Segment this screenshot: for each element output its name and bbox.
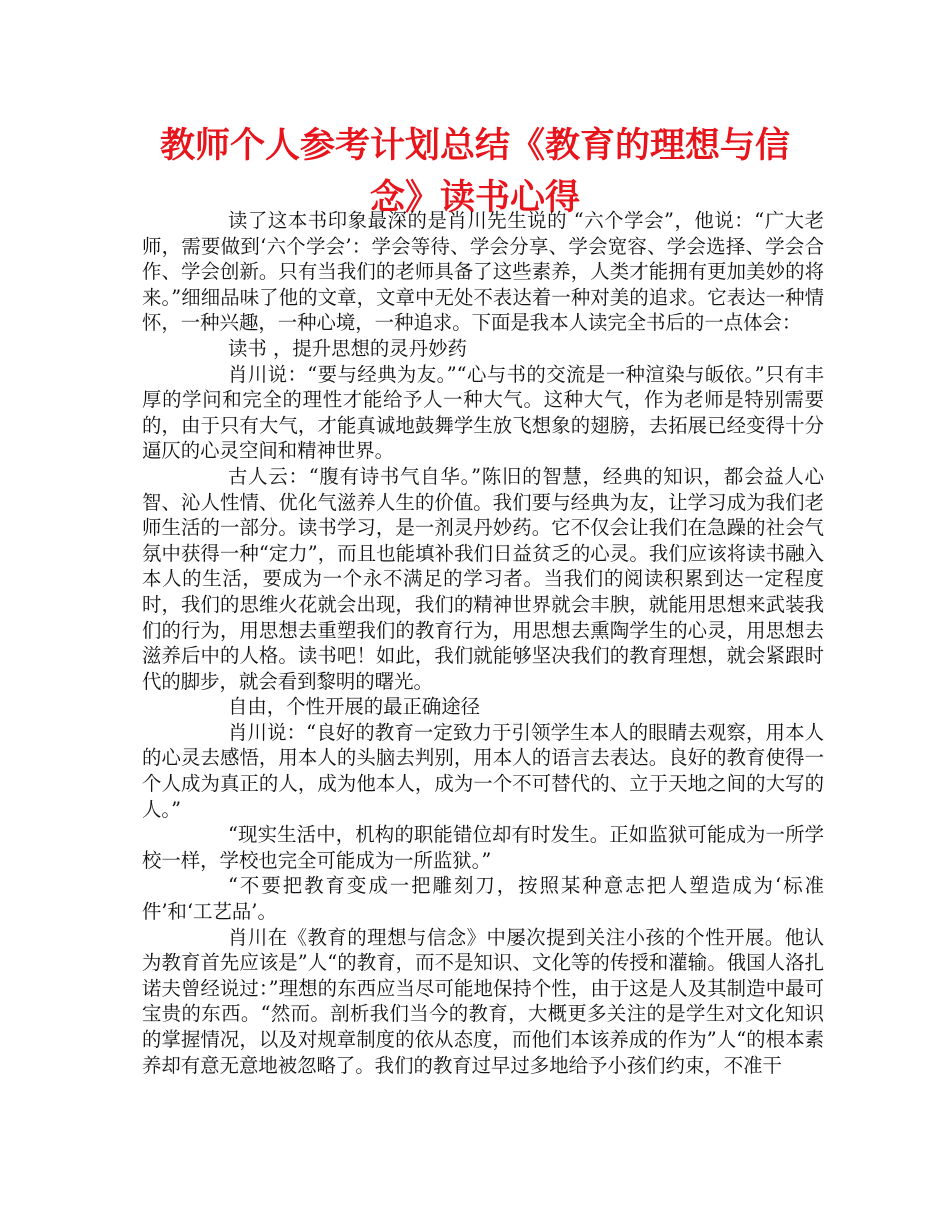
paragraph-good-education: 肖川说：“良好的教育一定致力于引领学生本人的眼睛去观察，用本人的心灵去感悟，用本人的头脑去判别，用本人的语言去表达。良好的教育使得一个人成为真正的人，成为他本人，成为一个不可替代的、立于天地之间的大写的人。” [142,720,824,821]
section-heading-reading: 读书 ，提升思想的灵丹妙药 [228,336,467,360]
section-heading-freedom: 自由，个性开展的最正确途径 [228,695,481,719]
paragraph-classics: 肖川说：“要与经典为友。”“心与书的交流是一种渲染与皈依。”只有丰厚的学问和完全的理性才能给予人一种大气。这种大气，作为老师是特别需要的，由于只有大气，才能真诚地鼓舞学生放飞想象的翅膀，去拓展已经变得十分逼仄的心灵空间和精神世界。 [142,362,824,463]
paragraph-reality: “现实生活中，机构的职能错位却有时发生。正如监狱可能成为一所学校一样，学校也完全可能成为一所监狱。” [142,823,824,872]
paragraph-intro: 读了这本书印象最深的是肖川先生说的 “六个学会”，他说：“广大老师，需要做到‘六个学会’：学会等待、学会分享、学会宽容、学会选择、学会合作、学会创新。只有当我们的老师具备了这些素养，人类才能拥有更加美妙的将来。”细细品味了他的文章，文章中无处不表达着一种对美的追求。它表达一种情怀，一种兴趣，一种心境，一种追求。下面是我本人读完全书后的一点体会： [142,209,824,335]
document-title: 教师个人参考计划总结《教育的理想与信念》读书心得 [159,126,790,218]
document-body [142,208,824,1078]
paragraph-individuality: 肖川在《教育的理想与信念》中屡次提到关注小孩的个性开展。他认为教育首先应该是”人“的教育，而不是知识、文化等的传授和灌输。俄国人洛扎诺夫曾经说过：”理想的东西应当尽可能地保持个性，由于这是人及其制造中最可宝贵的东西。“然而。剖析我们当今的教育，大概更多关注的是学生对文化知识的掌握情况，以及对规章制度的依从态度，而他们本该养成的作为”人“的根本素养却有意无意地被忽略了。我们的教育过早过多地给予小孩们约束，不准干 [142,925,824,1077]
paragraph-carving-knife: “不要把教育变成一把雕刻刀，按照某种意志把人塑造成为‘标准件’和‘工艺品’。 [142,874,824,924]
paragraph-ancient-saying: 古人云：“腹有诗书气自华。”陈旧的智慧，经典的知识，都会益人心智、沁人性情、优化气滋养人生的价值。我们要与经典为友，让学习成为我们老师生活的一部分。读书学习，是一剂灵丹妙药。它不仅会让我们在急躁的社会气氛中获得一种“定力”，而且也能填补我们日益贫乏的心灵。我们应该将读书融入本人的生活，要成为一个永不满足的学习者。当我们的阅读积累到达一定程度时，我们的思维火花就会出现，我们的精神世界就会丰腴，就能用思想来武装我们的行为，用思想去重塑我们的教育行为，用思想去熏陶学生的心灵，用思想去滋养后中的人格。读书吧！如此，我们就能够坚决我们的教育理想，就会紧跟时代的脚步，就会看到黎明的曙光。 [142,464,824,693]
